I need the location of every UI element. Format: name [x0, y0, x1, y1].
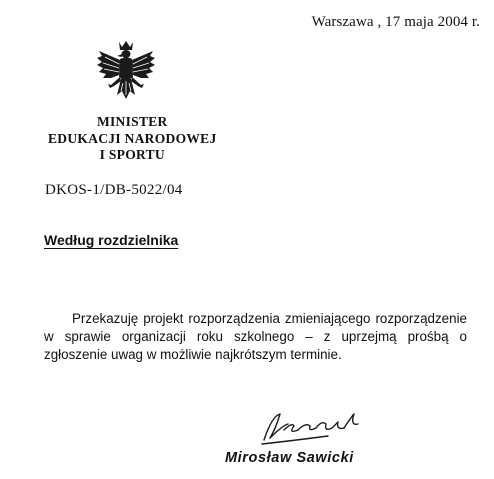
ministry-line-2: EDUKACJI NARODOWEJ: [48, 130, 217, 146]
polish-eagle-emblem-icon: [95, 39, 157, 107]
ministry-line-1: MINISTER: [96, 114, 168, 129]
recipient-heading: Według rozdzielnika: [44, 232, 179, 248]
handwritten-signature-icon: [258, 410, 368, 446]
reference-number: DKOS-1/DB-5022/04: [45, 182, 183, 198]
ministry-line-3: I SPORTU: [99, 147, 165, 162]
letter-body: Przekazuję projekt rozporządzenia zmieniającego rozporządzenie w sprawie organizacji roku szkolnego – z uprzejmą prośbą o zgłoszenie uwag w możliwie najkrótszym terminie.: [44, 311, 467, 362]
signer-name: Mirosław Sawicki: [225, 450, 354, 466]
ministry-header: [48, 114, 217, 164]
place-date: Warszawa , 17 maja 2004 r.: [311, 14, 480, 30]
